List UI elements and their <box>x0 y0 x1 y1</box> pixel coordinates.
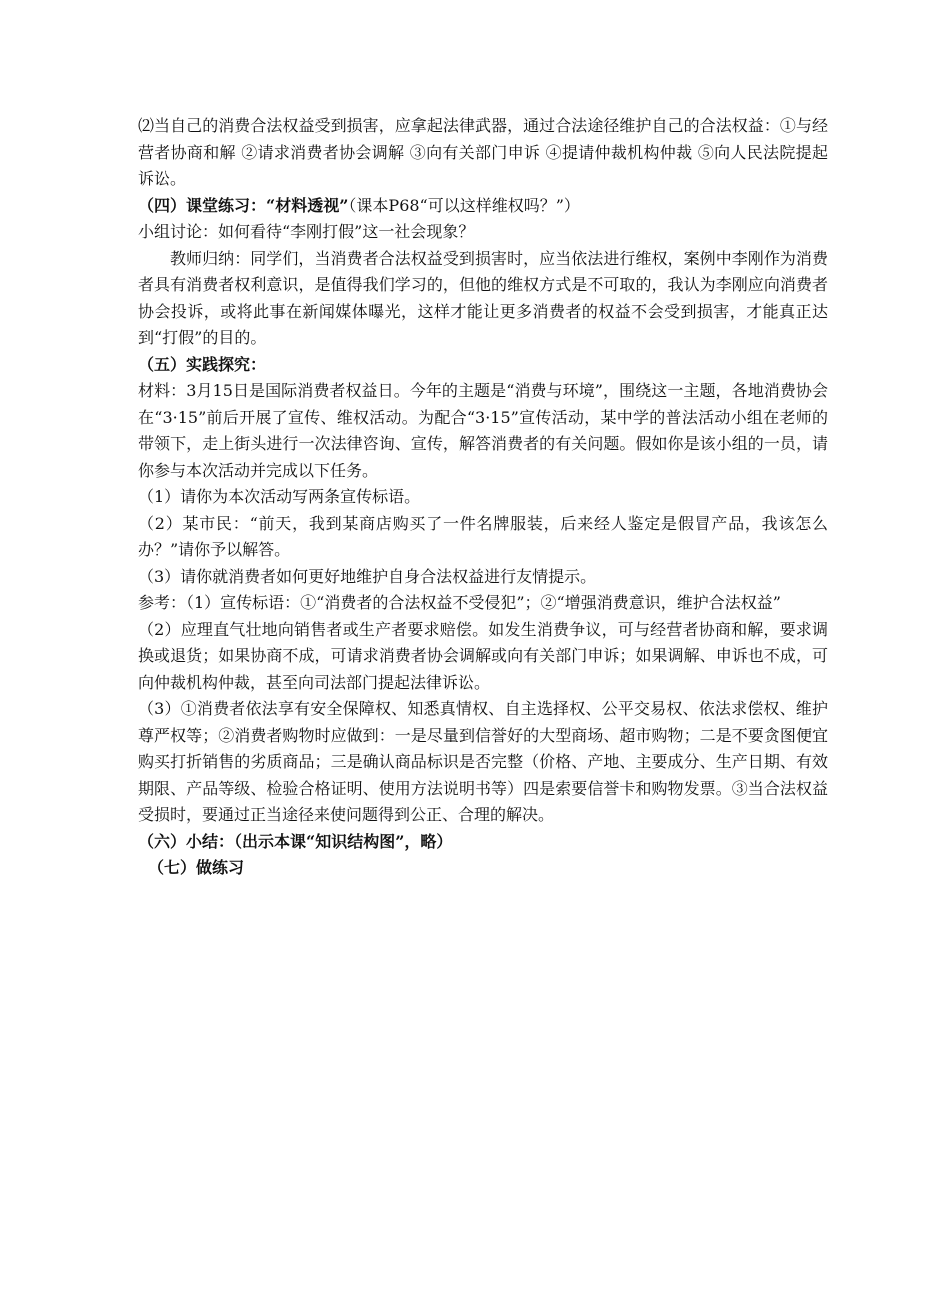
paragraph-group-discussion: 小组讨论：如何看待“李刚打假”这一社会现象？ <box>138 222 475 241</box>
paragraph-material: 材料：3月15日是国际消费者权益日。今年的主题是“消费与环境”，围绕这一主题，各地消费协会在“3·15”前后开展了宣传、维权活动。为配合“3·15”宣传活动，某中学的普法活动小组在老师的带领下，走上街头进行一次法律咨询、宣传，解答消费者的有关问题。假如你是该小组的一员，请你参与本次活动并完成以下任务。 <box>138 381 828 480</box>
task-3: （3）请你就消费者如何更好地维护自身合法权益进行友情提示。 <box>138 566 597 586</box>
task-2: （2）某市民：“前天，我到某商店购买了一件名牌服装，后来经人鉴定是假冒产品，我该怎么办？”请你予以解答。 <box>138 513 828 559</box>
reference-answer-3: （3）①消费者依法享有安全保障权、知悉真情权、自主选择权、公平交易权、依法求偿权、维护尊严权等；②消费者购物时应做到：一是尽量到信誉好的大型商场、超市购物；二是不要贪图便宜购买打折销售的劣质商品；三是确认商品标识是否完整（价格、产地、主要成分、生产日期、有效期限、产品等级、检验合格证明、使用方法说明书等）四是索要信誉卡和购物发票。③当合法权益受损时，要通过正当途径来使问题得到公正、合理的解决。 <box>138 699 828 824</box>
reference-answer-2: （2）应理直气壮地向销售者或生产者要求赔偿。如发生消费争议，可与经营者协商和解，要求调换或退货；如果协商不成，可请求消费者协会调解或向有关部门申诉；如果调解、申诉也不成，可向仲裁机构仲裁，甚至向司法部门提起法律诉讼。 <box>138 619 828 692</box>
section-heading-4 <box>138 193 828 220</box>
section-heading-4-note: （课本P68“可以这样维权吗？”） <box>348 195 580 215</box>
document-body <box>138 113 828 882</box>
paragraph-rights-protection: ⑵当自己的消费合法权益受到损害，应拿起法律武器，通过合法途径维护自己的合法权益：①与经营者协商和解 ②请求消费者协会调解 ③向有关部门申诉 ④提请仲裁机构仲裁 ⑤向人民法院提起诉讼。 <box>138 116 828 188</box>
reference-answer-1: 参考：（1）宣传标语：①“消费者的合法权益不受侵犯”；②“增强消费意识，维护合法权益” <box>138 593 781 612</box>
paragraph-teacher-summary: 教师归纳：同学们，当消费者合法权益受到损害时，应当依法进行维权，案例中李刚作为消费者具有消费者权利意识，是值得我们学习的，但他的维权方式是不可取的，我认为李刚应向消费者协会投诉，或将此事在新闻媒体曝光，这样才能让更多消费者的权益不会受到损害，才能真正达到“打假”的目的。 <box>138 248 828 347</box>
section-heading-5: （五）实践探究： <box>138 354 267 374</box>
task-1: （1）请你为本次活动写两条宣传标语。 <box>138 487 421 506</box>
section-heading-4-title: （四）课堂练习：“材料透视” <box>138 195 349 215</box>
section-heading-6: （六）小结：（出示本课“知识结构图”，略） <box>138 831 453 851</box>
section-heading-7: （七）做练习 <box>148 858 245 877</box>
